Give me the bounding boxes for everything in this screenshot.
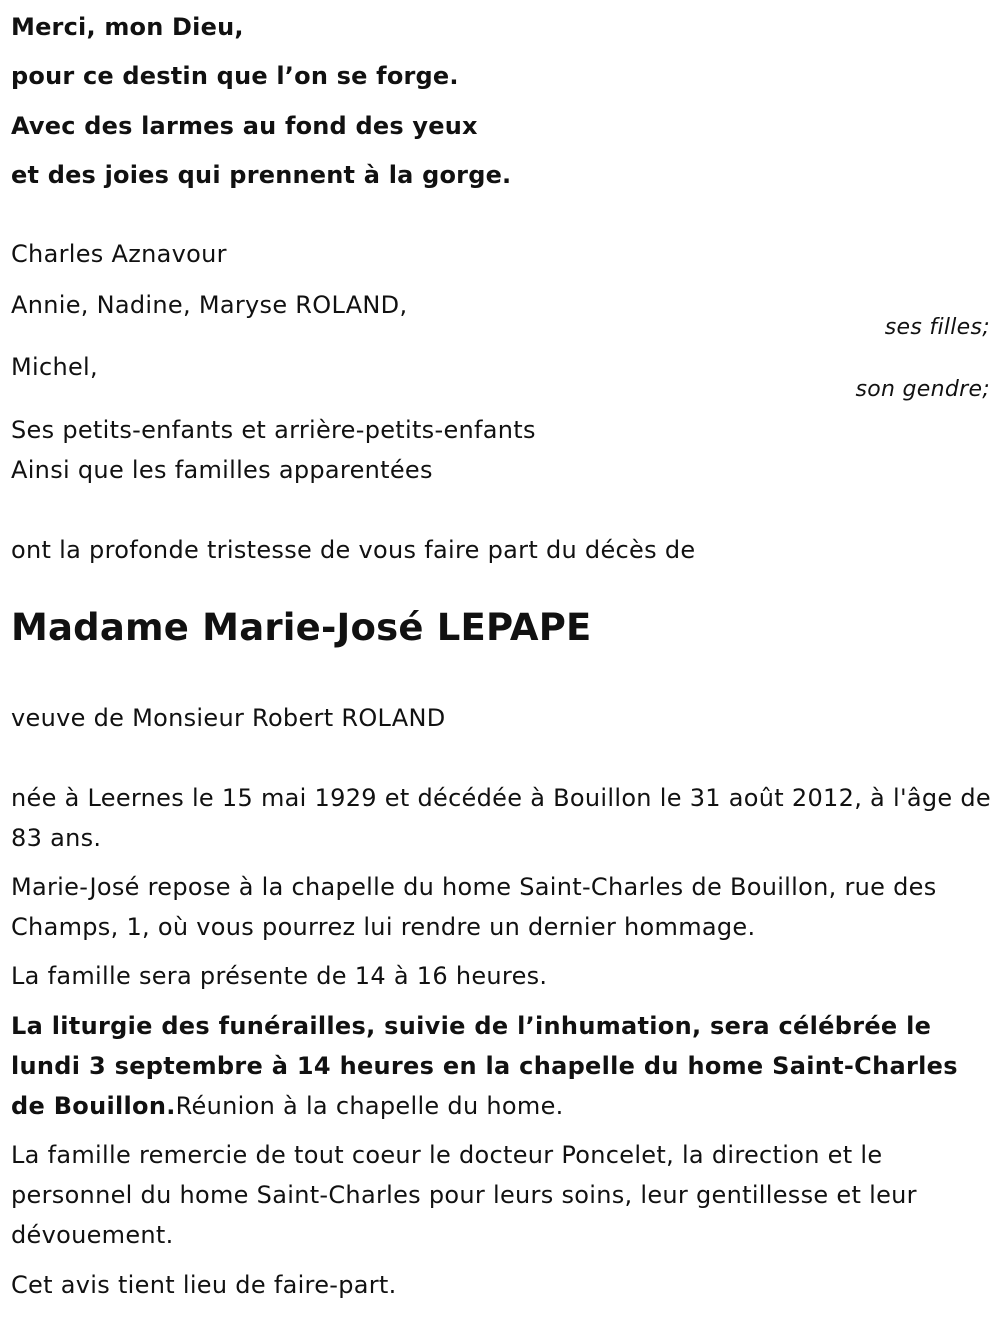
funeral-paragraph (11, 1006, 991, 1126)
widow-of: veuve de Monsieur Robert ROLAND (11, 704, 446, 732)
son-in-law-relation: son gendre; (855, 377, 990, 402)
visiting-hours: La famille sera présente de 14 à 16 heures. (11, 962, 548, 990)
deceased-name: Madame Marie-José LEPAPE (11, 606, 592, 649)
grandchildren: Ses petits-enfants et arrière-petits-enfants (11, 416, 536, 444)
poem-line-4: et des joies qui prennent à la gorge. (11, 161, 512, 189)
birth-death-paragraph: née à Leernes le 15 mai 1929 et décédée à Bouillon le 31 août 2012, à l'âge de 83 ans. (11, 784, 991, 852)
relatives: Ainsi que les familles apparentées (11, 456, 433, 484)
thanks-paragraph: La famille remercie de tout coeur le docteur Poncelet, la direction et le personnel du home Saint-Charles pour leurs soins, leur gentillesse et leur dévouement. (11, 1141, 917, 1249)
funeral-meeting: Réunion à la chapelle du home. (175, 1092, 564, 1120)
daughters-names: Annie, Nadine, Maryse ROLAND, (11, 291, 408, 319)
poem-line-1: Merci, mon Dieu, (11, 13, 244, 41)
poem-line-3: Avec des larmes au fond des yeux (11, 112, 478, 140)
funeral-details: La liturgie des funérailles, suivie de l’inhumation, sera célébrée le lundi 3 septembre à 14 heures en la chapelle du home Saint-Charles de Bouillon. (11, 1012, 958, 1120)
daughters-relation: ses filles; (884, 315, 990, 340)
announcement-text: ont la profonde tristesse de vous faire part du décès de (11, 536, 696, 564)
poem-author: Charles Aznavour (11, 240, 227, 268)
son-in-law-name: Michel, (11, 353, 98, 381)
repose-paragraph: Marie-José repose à la chapelle du home Saint-Charles de Bouillon, rue des Champs, 1, où vous pourrez lui rendre un dernier hommage. (11, 873, 937, 941)
poem-line-2: pour ce destin que l’on se forge. (11, 62, 459, 90)
closing-text: Cet avis tient lieu de faire-part. (11, 1271, 397, 1299)
